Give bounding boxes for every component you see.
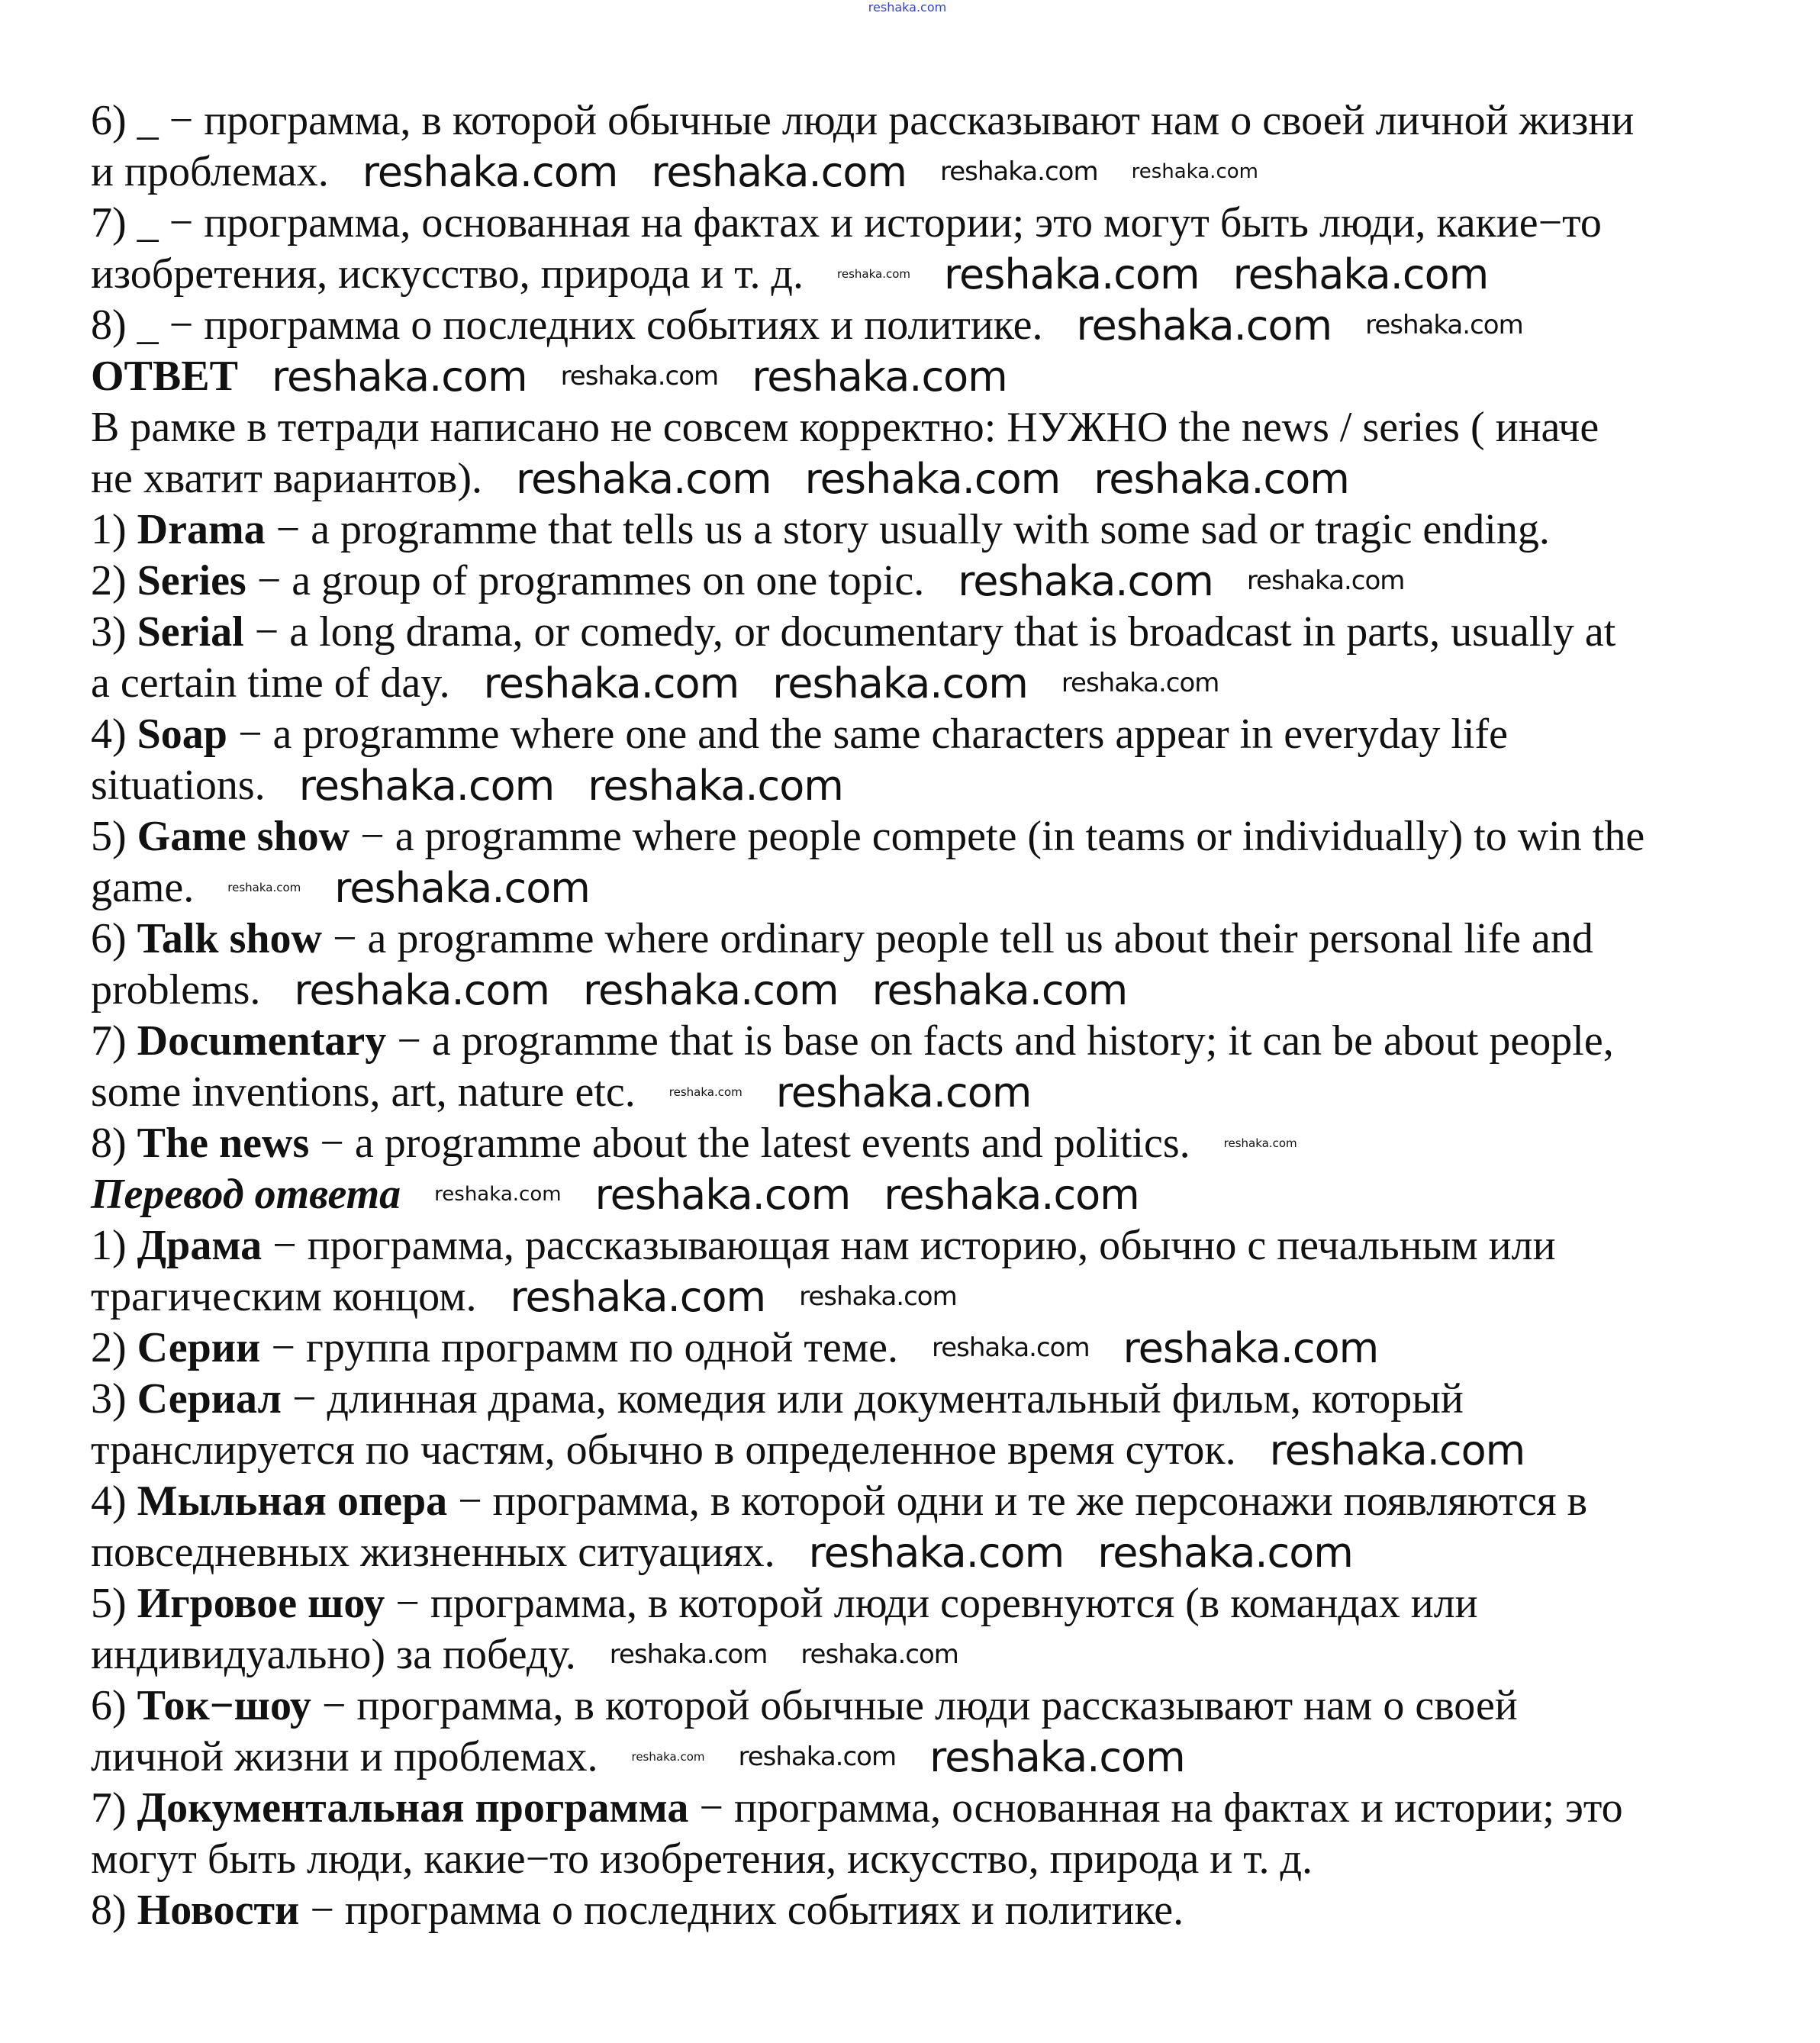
text-line [91,1016,1644,1067]
line-text: индивидуально) за победу. [91,1631,576,1678]
line-text: 3) [91,608,137,656]
line-text: 8) [91,1887,137,1934]
definition-text: − a programme where people compete (in teams or individually) to win the [350,813,1645,860]
watermark: reshaka.com [804,455,1061,503]
watermark: reshaka.com [609,1639,768,1670]
definition-text: − программа, основанная на фактах и истории; это [688,1784,1623,1832]
term: Serial [137,608,244,656]
line-text: трагическим концом. [91,1273,477,1320]
watermark: reshaka.com [929,1733,1185,1781]
line-text: 5) [91,813,137,860]
text-line [91,453,1644,504]
text-line [91,1885,1644,1936]
definition-text: − группа программ по одной теме. [260,1324,898,1371]
watermark: reshaka.com [271,353,527,401]
line-text: не хватит вариантов). [91,455,483,502]
term: The news [137,1120,310,1167]
watermark: reshaka.com [651,148,907,196]
line-text: 6) _ − программа, в которой обычные люди рассказывают нам о своей личной жизни [91,97,1635,144]
line-text: 2) [91,1324,137,1371]
term: Мыльная опера [137,1477,448,1525]
watermark: reshaka.com [1269,1426,1525,1474]
line-text: 4) [91,1477,137,1525]
watermark: reshaka.com [1232,250,1489,298]
term: Драма [137,1222,263,1269]
watermark: reshaka.com [434,1183,562,1206]
text-line [91,504,1644,556]
watermark: reshaka.com [631,1750,705,1764]
definition-text: − a group of programmes on one topic. [246,557,925,604]
text-line [91,1169,1644,1220]
text-line [91,351,1644,402]
line-text: 8) [91,1120,137,1167]
line-text: повседневных жизненных ситуациях. [91,1529,775,1576]
watermark: reshaka.com [1123,1324,1379,1372]
watermark: reshaka.com [1246,566,1405,596]
line-text: a certain time of day. [91,659,450,707]
watermark: reshaka.com [334,864,590,912]
line-text: 7) _ − программа, основанная на фактах и истории; это могут быть люди, какие−то [91,199,1602,247]
text-line [91,147,1644,198]
watermark: reshaka.com [808,1529,1065,1577]
text-line [91,811,1644,862]
term: Soap [137,711,227,758]
text-line [91,1271,1644,1323]
line-text: и проблемах. [91,148,329,195]
text-line [91,556,1644,607]
line-text: личной жизни и проблемах. [91,1733,598,1780]
definition-text: − программа, в которой обычные люди рассказывают нам о своей [311,1682,1518,1729]
watermark: reshaka.com [871,966,1128,1014]
line-text: 7) [91,1784,137,1832]
watermark: reshaka.com [560,361,719,392]
line-text: 2) [91,557,137,604]
watermark: reshaka.com [1365,310,1523,340]
watermark: reshaka.com [583,966,839,1014]
term: Talk show [137,915,322,962]
term: Новости [137,1887,300,1934]
line-text: 7) [91,1017,137,1065]
text-line [91,607,1644,658]
line-text: some inventions, art, nature etc. [91,1068,636,1116]
text-line [91,300,1644,351]
text-line [91,1220,1644,1271]
term: Ток−шоу [137,1682,311,1729]
definition-text: − программа, в которой люди соревнуются (в командах или [385,1580,1478,1627]
watermark: reshaka.com [799,1281,957,1312]
term: Серии [137,1324,261,1371]
watermark: reshaka.com [939,156,1098,187]
line-text: В рамке в тетради написано не совсем корректно: НУЖНО the news / series ( иначе [91,404,1599,451]
line-text: изобретения, искусство, природа и т. д. [91,250,804,298]
watermark: reshaka.com [588,762,843,810]
watermark: reshaka.com [594,1171,851,1219]
text-line [91,1527,1644,1578]
definition-text: − программа о последних событиях и политике. [299,1887,1184,1934]
text-line [91,1732,1644,1783]
term: Игровое шоу [137,1580,385,1627]
line-text: 5) [91,1580,137,1627]
text-line [91,965,1644,1016]
definition-text: − длинная драма, комедия или документальный фильм, который [281,1375,1464,1423]
watermark: reshaka.com [298,762,555,810]
watermark: reshaka.com [775,1068,1032,1117]
watermark: reshaka.com [1076,301,1332,350]
text-line [91,1680,1644,1732]
text-line [91,1578,1644,1629]
watermark: reshaka.com [752,353,1007,401]
term: Series [137,557,246,604]
watermark: reshaka.com [944,250,1200,298]
watermark: reshaka.com [868,0,947,15]
text-line [91,914,1644,965]
line-text: 4) [91,711,137,758]
watermark: reshaka.com [483,659,739,707]
watermark: reshaka.com [1223,1136,1297,1150]
definition-text: − a programme that is base on facts and history; it can be about people, [386,1017,1614,1065]
text-line [91,1629,1644,1680]
text-line [91,198,1644,249]
text-line [91,709,1644,760]
text-line [91,1067,1644,1118]
watermark: reshaka.com [958,557,1213,605]
watermark: reshaka.com [738,1742,897,1772]
line-text: game. [91,864,195,911]
section-heading: ОТВЕТ [91,353,238,400]
text-line [91,1834,1644,1885]
text-line [91,760,1644,811]
text-line [91,95,1644,147]
watermark: reshaka.com [1094,455,1349,503]
definition-text: − a programme about the latest events and politics. [309,1120,1190,1167]
watermark: reshaka.com [884,1171,1139,1219]
watermark: reshaka.com [1097,1529,1353,1577]
term: Documentary [137,1017,387,1065]
line-text: 6) [91,1682,137,1729]
line-text: 1) [91,1222,137,1269]
term: Документальная программа [137,1784,689,1832]
text-line [91,1783,1644,1834]
document-body [91,95,1644,1936]
line-text: 1) [91,506,137,553]
definition-text: − программа, рассказывающая нам историю, обычно с печальным или [262,1222,1556,1269]
line-text: транслируется по частям, обычно в определенное время суток. [91,1426,1236,1474]
text-line [91,658,1644,709]
term: Сериал [137,1375,282,1423]
watermark: reshaka.com [294,966,550,1014]
term: Game show [137,813,350,860]
definition-text: − a programme where ordinary people tell us about their personal life and [321,915,1593,962]
line-text: могут быть люди, какие−то изобретения, искусство, природа и т. д. [91,1835,1313,1883]
watermark: reshaka.com [837,267,911,281]
text-line [91,1118,1644,1169]
text-line [91,862,1644,914]
definition-text: − a long drama, or comedy, or documentary that is broadcast in parts, usually at [243,608,1616,656]
line-text: 3) [91,1375,137,1423]
definition-text: − программа, в которой одни и те же персонажи появляются в [447,1477,1588,1525]
definition-text: − a programme that tells us a story usually with some sad or tragic ending. [265,506,1550,553]
text-line [91,1323,1644,1374]
watermark: reshaka.com [362,148,618,196]
text-line [91,1374,1644,1425]
line-text: situations. [91,762,266,809]
watermark: reshaka.com [668,1085,742,1099]
section-heading-translation: Перевод ответа [91,1171,401,1218]
text-line [91,249,1644,300]
watermark: reshaka.com [1061,668,1219,698]
line-text: problems. [91,966,261,1013]
definition-text: − a programme where one and the same characters appear in everyday life [227,711,1509,758]
watermark: reshaka.com [932,1332,1090,1363]
watermark: reshaka.com [516,455,771,503]
line-text: 8) _ − программа о последних событиях и политике. [91,301,1043,349]
watermark: reshaka.com [772,659,1028,707]
line-text: 6) [91,915,137,962]
text-line [91,1476,1644,1527]
watermark: reshaka.com [1131,160,1258,183]
text-line [91,402,1644,453]
watermark: reshaka.com [227,881,301,894]
text-line [91,1425,1644,1476]
watermark: reshaka.com [800,1639,958,1670]
watermark: reshaka.com [510,1273,766,1321]
term: Drama [137,506,266,553]
